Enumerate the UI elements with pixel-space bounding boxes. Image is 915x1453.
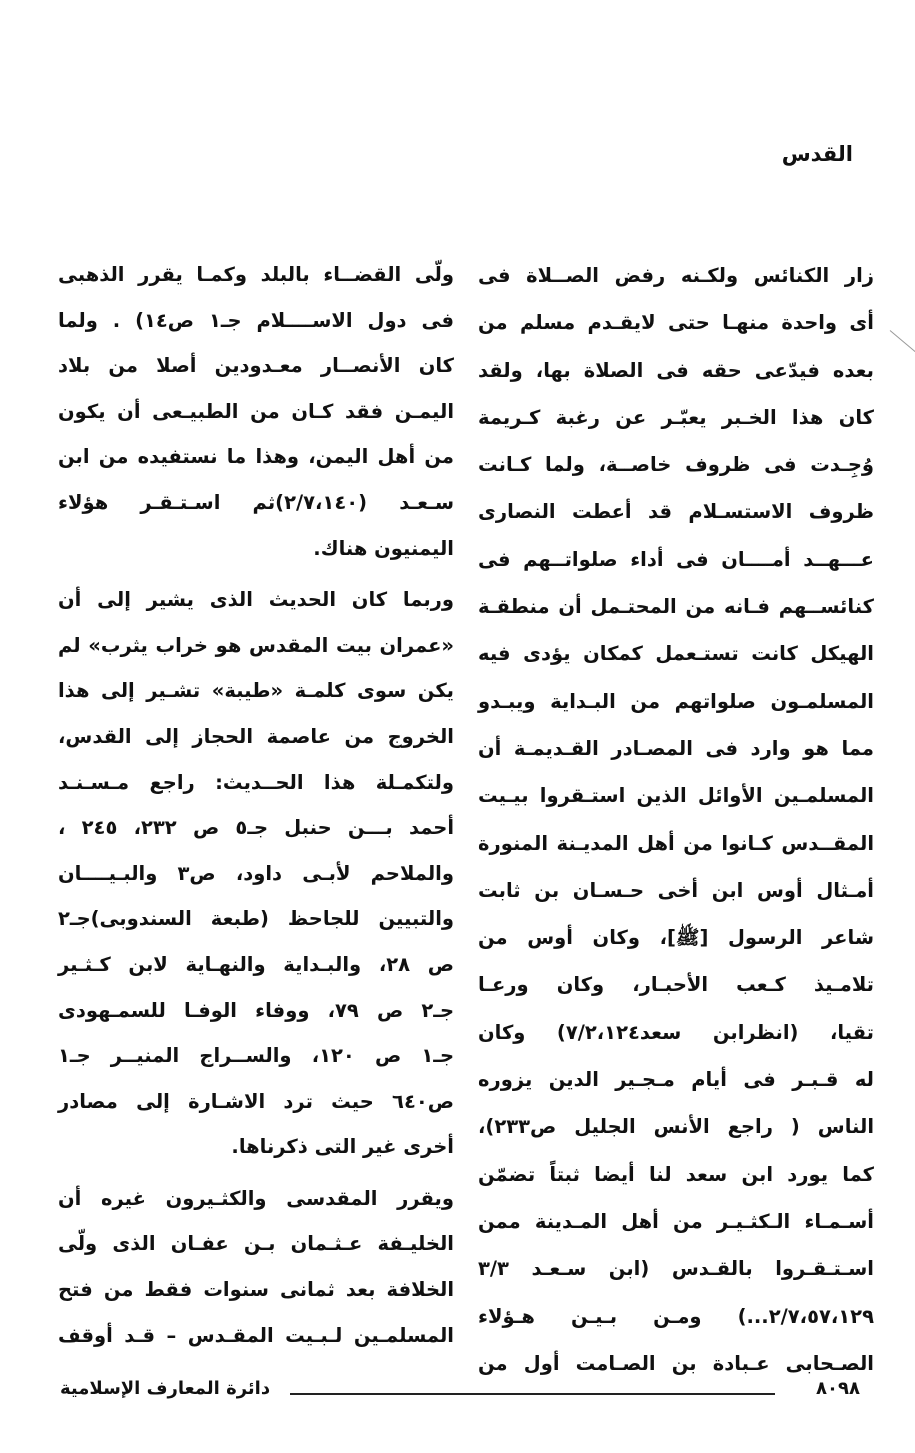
text-line: الخلافة بعد ثمانى سنوات فقط من فتح xyxy=(58,1278,454,1302)
text-line: عـــهــد أمــــان فى أداء صلواتــهم فى xyxy=(478,547,874,571)
text-line: الصـحابى عـبادة بن الصـامت أول من xyxy=(478,1351,874,1375)
text-line: اسـتـقـروا بالقـدس (ابن سـعـد ٣/٣ xyxy=(478,1257,874,1281)
text-line: أمـثال أوس ابن أخى حـسـان بن ثابت xyxy=(478,878,874,902)
text-line: أحمد بـــن حنبل جـ٥ ص ٢٣٢، ٢٤٥ ، xyxy=(58,816,455,840)
text-line: ويقرر المقدسى والكثـيرون غيره أن xyxy=(58,1186,454,1210)
left-column xyxy=(58,252,454,1364)
text-line: كان هذا الخـبر يعبّـر عن رغبة كـريمة xyxy=(478,405,874,429)
paragraph xyxy=(58,1176,454,1358)
text-line: ٢/٧،٥٧،١٢٩...) ومـن بـيـن هـؤلاء xyxy=(478,1304,874,1328)
running-header: القدس xyxy=(781,142,853,166)
text-line: تلامـيذ كـعب الأحبـار، وكان ورعـا xyxy=(478,973,874,997)
page-number: ٨٠٩٨ xyxy=(816,1378,860,1399)
text-line: ص٦٤٠ حيث ترد الاشـارة إلى مصادر xyxy=(58,1089,454,1113)
text-line: جـ١ ص ١٢٠، والســراج المنيــر جـ١ xyxy=(58,1044,455,1068)
paragraph xyxy=(58,577,454,1170)
text-line: الهيكل كانت تستـعمل كمكان يؤدى فيه xyxy=(478,642,874,666)
text-line: كنائســهم فـانه من المحتـمل أن منطقـة xyxy=(478,595,874,619)
text-line: كان الأنصــار معـدودين أصلا من بلاد xyxy=(58,354,454,378)
text-line: سـعـد (٢/٧،١٤٠)ثم اسـتـقـر هؤلاء xyxy=(58,490,454,514)
text-line: مما هو وارد فى المصـادر القـديمـة أن xyxy=(478,736,874,760)
text-line: الخروج من عاصمة الحجاز إلى القدس، xyxy=(58,724,454,748)
text-line: ولتكمـلة هذا الحــديث: راجع مـسـنـد xyxy=(58,770,454,794)
text-line: زار الكنائس ولكـنه رفض الصــلاة فى xyxy=(478,264,874,287)
text-line: «عمران بيت المقدس هو خراب يثرب» لم xyxy=(58,633,454,657)
text-line: والملاحم لأبـى داود، ص٣ والبـيــــان xyxy=(58,861,454,885)
text-line: شاعر الرسول [ﷺ]، وكان أوس من xyxy=(478,926,874,950)
paragraph xyxy=(58,252,454,571)
text-line: يكن سوى كلمـة «طيبة» تشـير إلى هذا xyxy=(58,679,454,703)
text-line: ظروف الاستسـلام قد أعطت النصارى xyxy=(478,500,874,524)
text-line: ص ٢٨، والبـداية والنهـاية لابن كـثـير xyxy=(58,952,454,976)
text-line: جـ٢ ص ٧٩، ووفاء الوفـا للسمـهودى xyxy=(58,998,454,1022)
text-line: المسلمـون صلواتهم من البـداية ويبـدو xyxy=(478,689,874,713)
scan-mark xyxy=(890,330,915,356)
right-column xyxy=(478,252,874,1387)
text-line: المسلمـين الأوائل الذين استـقروا بيـيت xyxy=(478,784,874,808)
text-line: أخرى غير التى ذكرناها. xyxy=(231,1135,454,1159)
text-line: ولّى القضــاء بالبلد وكمـا يقرر الذهبى xyxy=(58,263,454,286)
text-line: من أهل اليمن، وهذا ما نستفيده من ابن xyxy=(58,445,454,469)
text-line: والتبيين للجاحظ (طبعة السندوبى)جـ٢ xyxy=(58,907,454,931)
text-line: أى واحدة منهـا حتى لايقـدم مسلم من xyxy=(478,311,874,335)
text-line: تقيا، (انظرابن سعد٧/٢،١٢٤) وكان xyxy=(478,1020,874,1044)
text-line: كما يورد ابن سعد لنا أيضا ثبتاً تضمّن xyxy=(478,1162,874,1186)
text-line: بعده فيدّعى حقه فى الصلاة بها، ولقد xyxy=(478,358,874,382)
text-line: اليمنيون هناك. xyxy=(313,536,454,560)
text-line: وُجِـدت فى ظروف خاصــة، ولما كـانت xyxy=(478,453,874,477)
text-line: له قـبـر فى أيام مـجـير الدين يزوره xyxy=(478,1068,874,1092)
text-line: وربما كان الحديث الذى يشير إلى أن xyxy=(58,588,454,612)
text-line: المسلمـين لـبـيت المقـدس – قـد أوقف xyxy=(58,1323,454,1347)
text-line: الخليـفة عـثـمان بـن عفـان الذى ولّى xyxy=(58,1232,454,1256)
footer-rule xyxy=(290,1393,775,1395)
text-line: أسـمـاء الـكثـيـر من أهل المـدينة ممن xyxy=(478,1209,874,1233)
journal-title: دائرة المعارف الإسلامية xyxy=(60,1378,271,1399)
text-line: المقــدس كـانوا من أهل المديـنة المنورة xyxy=(478,831,874,855)
text-line: الناس ( راجع الأنس الجليل ص٢٣٣)، xyxy=(478,1115,874,1139)
text-line: فى دول الاســــلام جـ١ ص١٤) . ولما xyxy=(58,308,454,332)
text-line: اليمـن فقد كـان من الطبيـعى أن يكون xyxy=(58,399,454,423)
